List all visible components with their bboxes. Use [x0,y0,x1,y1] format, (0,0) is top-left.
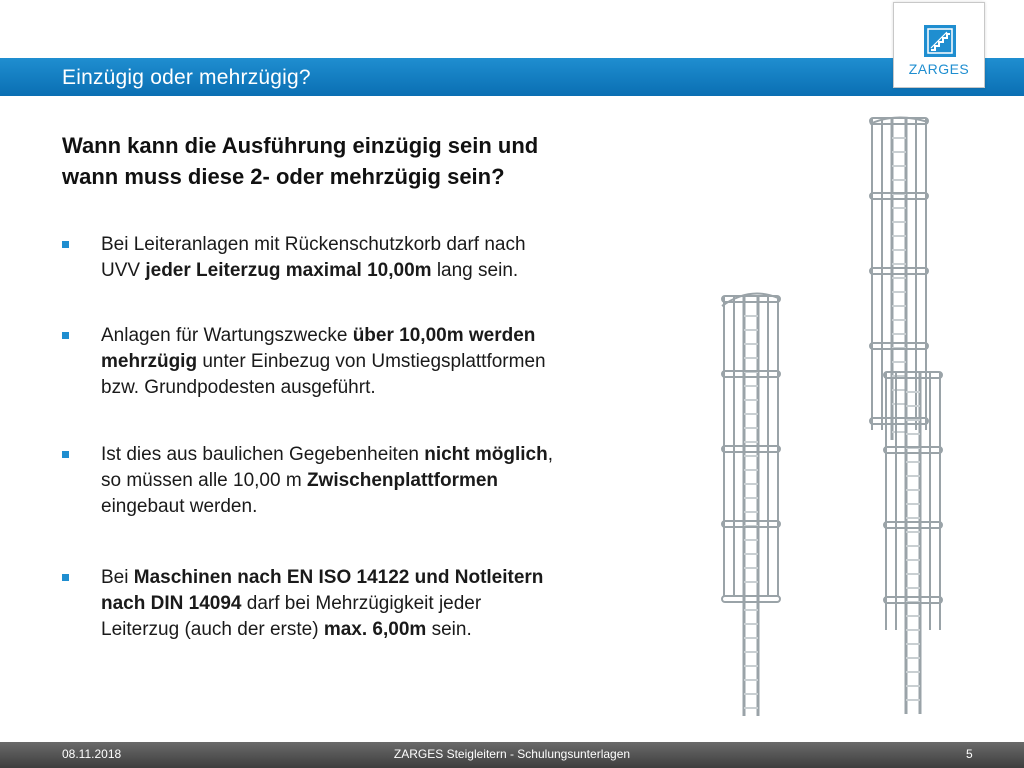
text-run: Anlagen für Wartungszwecke [101,325,353,346]
zarges-logo [893,2,985,88]
stairs-icon [924,25,956,57]
footer-date: 08.11.2018 [62,747,122,761]
bullet-text [101,442,661,520]
text-run-bold: Maschinen nach EN ISO 14122 und Notleitern [133,567,544,588]
text-run-bold: über 10,00m werden [352,325,536,346]
text-run: lang sein. [431,260,519,281]
text-run-bold: jeder Leiterzug maximal 10,00m [145,260,432,281]
text-run-bold: Zwischenplattformen [306,470,499,491]
question-heading [62,130,662,192]
bullet-marker-icon [62,332,69,339]
text-run: darf bei Mehrzügigkeit jeder [241,593,482,614]
text-run-bold: nach DIN 14094 [101,593,242,614]
text-run-bold: mehrzügig [101,351,198,372]
heading-line: Wann kann die Ausführung einzügig sein und [62,133,539,158]
text-run-bold: max. 6,00m [323,619,427,640]
bullet-marker-icon [62,451,69,458]
bullet-text [101,565,661,643]
text-run: Leiterzug (auch der erste) [101,619,324,640]
bullet-text [101,323,661,401]
text-run: , [547,444,554,465]
text-run: UVV [101,260,146,281]
footer-title: ZARGES Steigleitern - Schulungsunterlagen [393,747,631,761]
slide-title: Einzügig oder mehrzügig? [62,66,311,89]
heading-line: wann muss diese 2- oder mehrzügig sein? [62,164,505,189]
text-run: Bei [101,567,134,588]
bullet-marker-icon [62,574,69,581]
footer-bar [0,742,1024,768]
bullet-marker-icon [62,241,69,248]
text-run: unter Einbezug von Umstiegsplattformen [197,351,546,372]
text-run-bold: nicht möglich [424,444,548,465]
page-number: 5 [966,747,973,761]
text-run: so müssen alle 10,00 m [101,470,307,491]
bullet-text [101,232,661,284]
text-run: bzw. Grundpodesten ausgeführt. [101,377,376,398]
ladder-illustration [700,110,960,730]
logo-wordmark: ZARGES [908,61,970,77]
text-run: Ist dies aus baulichen Gegebenheiten [101,444,425,465]
ladder-drawing [700,110,960,730]
text-run: Bei Leiteranlagen mit Rückenschutzkorb darf nach [101,234,526,255]
text-run: sein. [426,619,472,640]
title-bar [0,58,1024,96]
text-run: eingebaut werden. [101,496,258,517]
